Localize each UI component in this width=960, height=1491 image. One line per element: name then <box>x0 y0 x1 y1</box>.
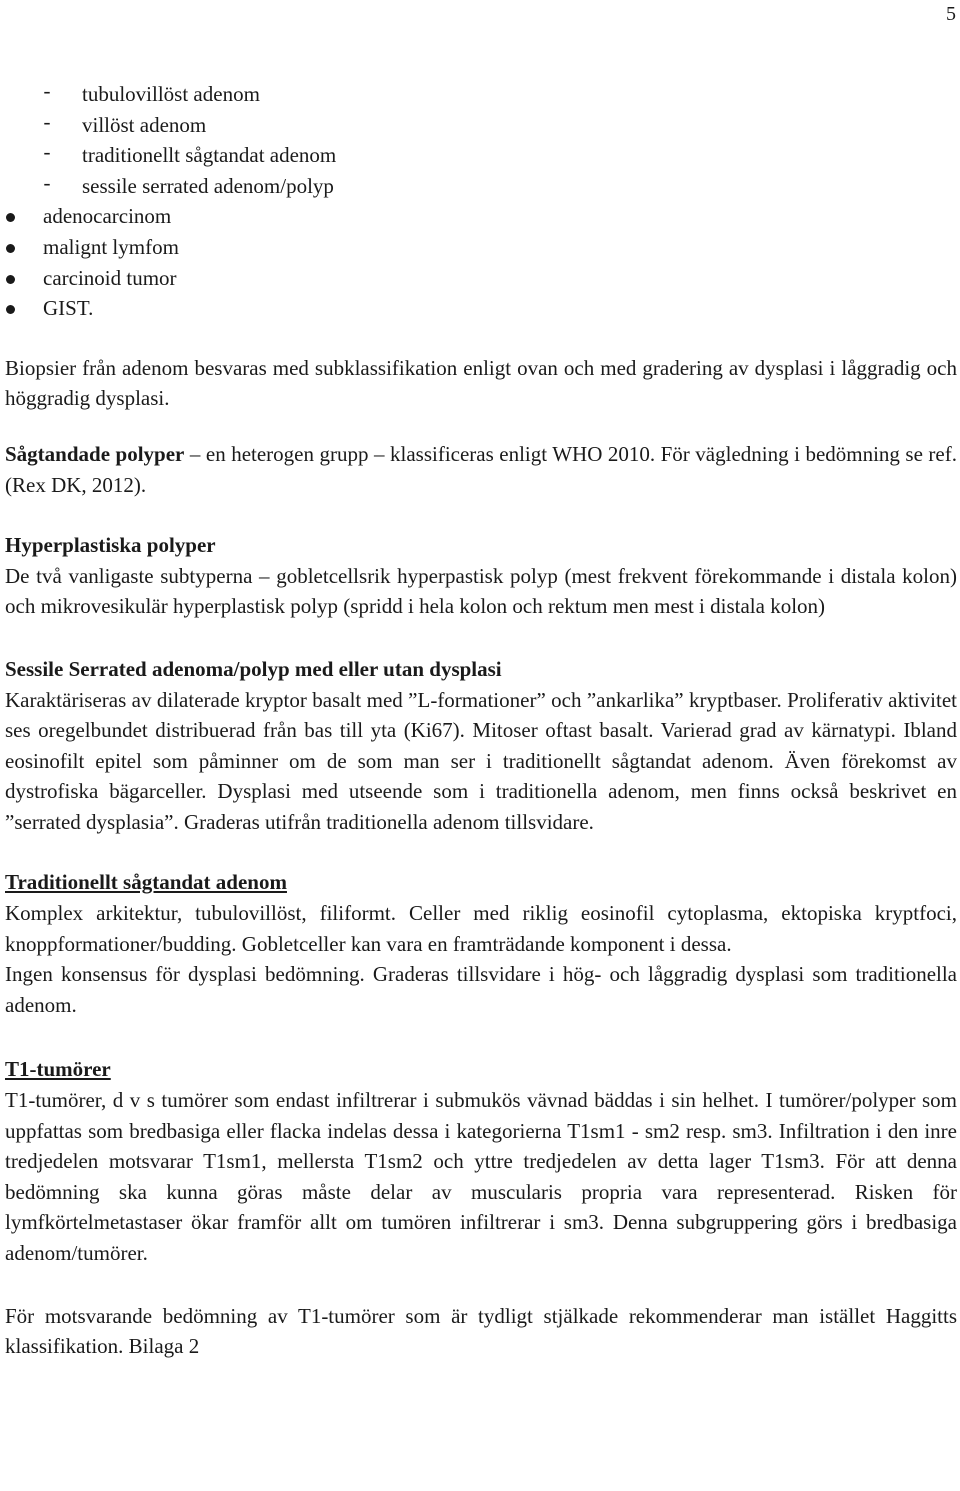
intro-paragraph: Biopsier från adenom besvaras med subklassifikation enligt ovan och med gradering av dysplasi i låggradig och höggradig dysplasi. <box>5 355 957 411</box>
tsa-heading: Traditionellt sågtandat adenom <box>5 870 287 895</box>
serrated-paragraph <box>5 439 957 500</box>
ssa-text: Karaktäriseras av dilaterade kryptor basalt med ”L-formationer” och ”ankarlika” kryptbaser. Proliferativ aktivitet ses oregelbundet distribuerad från bas till yta (Ki67). Mitoser oftast basalt. Varierad grad av kärnatypi. Ibland eosinofilt epitel som påminner om de som man ser i traditionellt sågtandat adenom. Även förekomst av dystrofiska bägarceller. Dysplasi med utseende som i traditionella adenom, men finns också beskrivet en ”serrated dysplasia”. Graderas utifrån traditionella adenom tillsvidare. <box>5 687 957 834</box>
hyperplastic-text: De två vanligaste subtyperna – gobletcellsrik hyperpastisk polyp (mest frekvent förekommande i distala kolon) och mikrovesikulär hyperplastisk polyp (spridd i hela kolon och rektum men mest i distala kolon) <box>5 563 957 619</box>
serrated-text: – en heterogen grupp – klassificeras enligt WHO 2010. För vägledning i bedömning se ref. (Rex DK, 2012). <box>5 441 957 497</box>
serrated-lead: Sågtandade polyper <box>5 441 185 466</box>
tsa-text-2: Ingen konsensus för dysplasi bedömning. Graderas tillsvidare i hög- och låggradig dysplasi som traditionella adenom. <box>5 962 957 1017</box>
list-item: GIST. <box>5 293 957 324</box>
t1-heading: T1-tumörer <box>5 1057 111 1082</box>
adenoma-subtype-list <box>5 79 957 201</box>
tsa-text-1: Komplex arkitektur, tubulovillöst, filiformt. Celler med riklig eosinofil cytoplasma, ektopiska kryptfoci, knoppformationer/budding. Gobletceller kan vara en framträdande komponent i dessa. <box>5 901 957 956</box>
tumor-type-list <box>5 201 957 323</box>
list-item: - villöst adenom <box>5 110 957 141</box>
hyperplastic-heading: Hyperplastiska polyper <box>5 533 216 558</box>
list-item: carcinoid tumor <box>5 263 957 294</box>
list-item: adenocarcinom <box>5 201 957 232</box>
document-body <box>5 79 957 1362</box>
list-item: - sessile serrated adenom/polyp <box>5 171 957 202</box>
closing-paragraph: För motsvarande bedömning av T1-tumörer som är tydligt stjälkade rekommenderar man istället Haggitts klassifikation. Bilaga 2 <box>5 1303 957 1359</box>
list-item: - traditionellt sågtandat adenom <box>5 140 957 171</box>
list-item: - tubulovillöst adenom <box>5 79 957 110</box>
list-item: malignt lymfom <box>5 232 957 263</box>
ssa-heading: Sessile Serrated adenoma/polyp med eller utan dysplasi <box>5 656 502 681</box>
page-number: 5 <box>946 3 956 25</box>
t1-text: T1-tumörer, d v s tumörer som endast infiltrerar i submukös vävnad bäddas i sin helhet. I tumörer/polyper som uppfattas som bredbasiga eller flacka indelas dessa i kategorierna T1sm1 - sm2 resp. sm3. Infiltration i den inre tredjedelen motsvarar T1sm1, mellersta T1sm2 och yttre tredjedelen av detta lager T1sm3. För att denna bedömning ska kunna göras måste delar av muscularis propria vara representerad. Risken för lymfkörtelmetastaser ökar framför allt om tumören infiltrerar i sm3. Denna subgruppering görs i bredbasiga adenom/tumörer. <box>5 1088 957 1265</box>
